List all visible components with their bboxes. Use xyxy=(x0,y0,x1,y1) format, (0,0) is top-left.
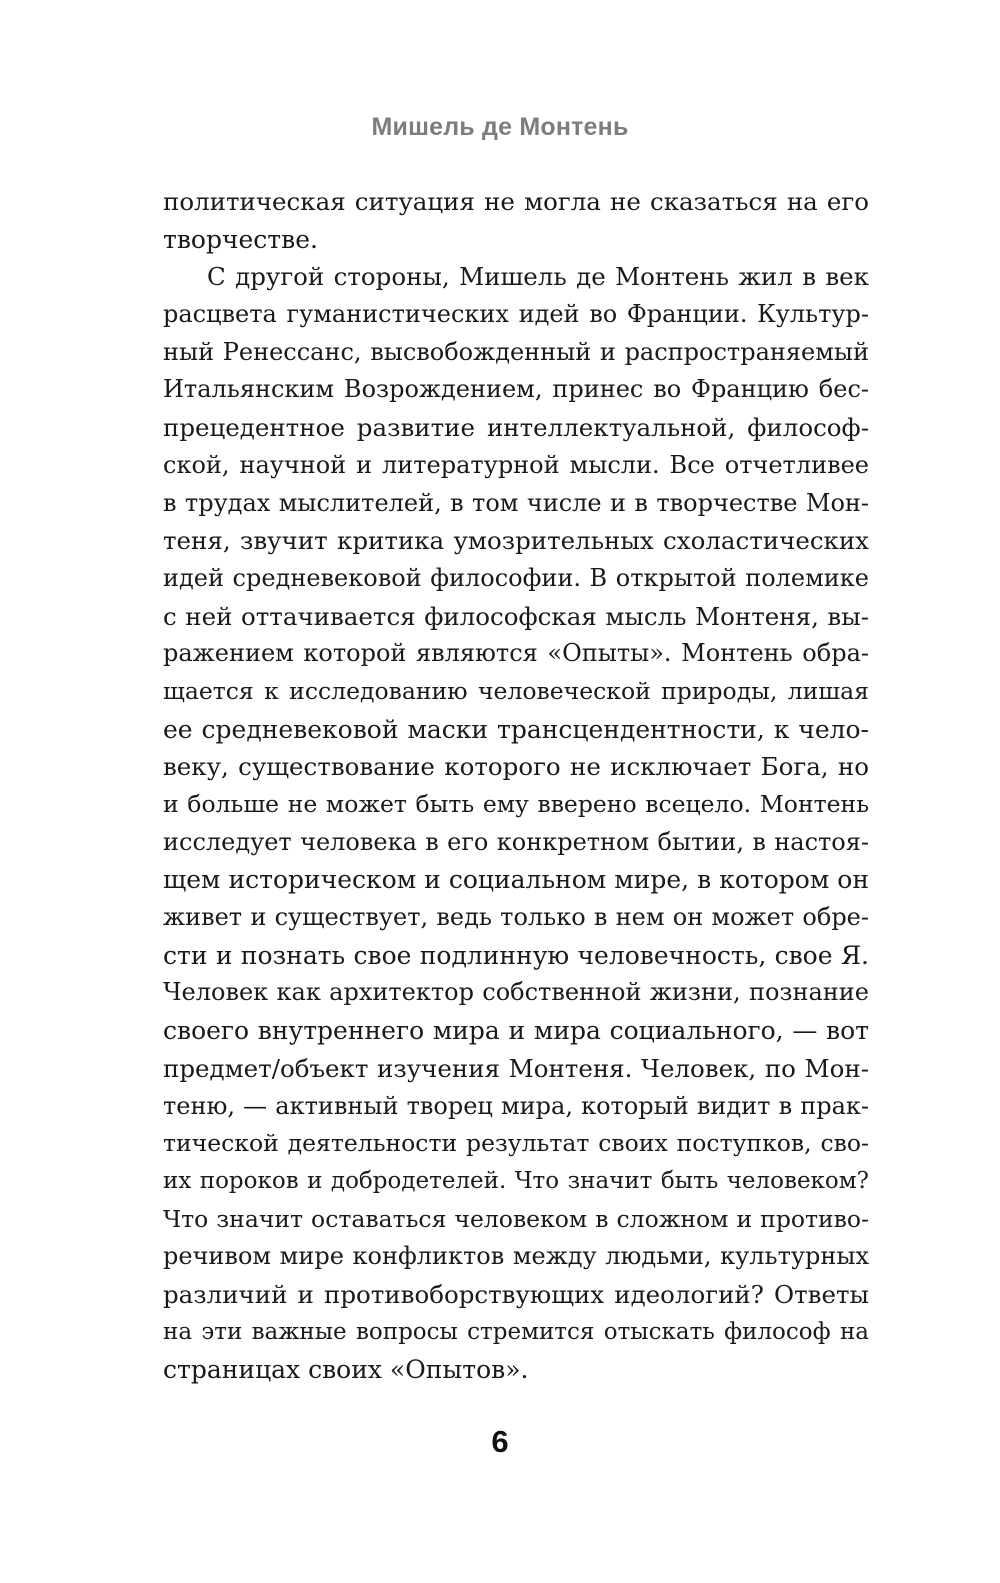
text-line: щается к исследованию человеческой природы, лишая xyxy=(163,676,869,705)
text-line: страницах своих «Опытов». xyxy=(163,1355,529,1385)
text-line: своего внутреннего мира и мира социального, — вот xyxy=(163,1016,869,1046)
text-line: живет и существует, ведь только в нем он может обре- xyxy=(163,903,869,932)
text-line: теня, звучит критика умозрительных схоластических xyxy=(163,526,869,556)
text-line: в трудах мыслителей, в том числе и в творчестве Мон- xyxy=(163,488,869,517)
paragraph xyxy=(163,183,869,258)
text-line: тической деятельности результат своих поступков, сво- xyxy=(163,1129,869,1158)
text-line: идей средневековой философии. В открытой полемике xyxy=(163,563,869,592)
page-number: 6 xyxy=(491,1424,509,1459)
text-line: Человек как архитектор собственной жизни, познание xyxy=(163,978,869,1007)
text-line: теню, — активный творец мира, который видит в прак- xyxy=(163,1091,869,1120)
text-line: творчестве. xyxy=(163,224,318,254)
text-line: ее средневековой маски трансцендентности, к чело- xyxy=(163,714,869,744)
text-line: на эти важные вопросы стремится отыскать философ на xyxy=(163,1318,869,1345)
text-line: ный Ренессанс, высвобожденный и распространяемый xyxy=(163,337,869,366)
paragraph xyxy=(163,258,869,1389)
text-line: политическая ситуация не могла не сказаться на его xyxy=(163,187,869,216)
text-line: расцвета гуманистических идей во Франции. Культур- xyxy=(163,300,869,329)
text-line: веку, существование которого не исключает Бога, но xyxy=(163,752,869,782)
text-line: Итальянским Возрождением, принес во Францию бес- xyxy=(163,375,869,404)
running-head-title: Мишель де Монтень xyxy=(371,113,629,141)
text-line: щем историческом и социальном мире, в котором он xyxy=(163,865,869,895)
text-line: с ней оттачивается философская мысль Монтеня, вы- xyxy=(163,601,869,631)
text-line: ской, научной и литературной мысли. Все отчетливее xyxy=(163,450,869,479)
text-line: С другой стороны, Мишель де Монтень жил в век xyxy=(207,262,869,292)
text-line: речивом мире конфликтов между людьми, культурных xyxy=(163,1242,869,1271)
text-line: исследует человека в его конкретном бытии, в настоя- xyxy=(163,827,869,856)
text-line: различий и противоборствующих идеологий? Ответы xyxy=(163,1279,869,1309)
text-line: их пороков и добродетелей. Что значит быть человеком? xyxy=(163,1167,869,1194)
text-line: Что значит оставаться человеком в сложном и противо- xyxy=(163,1204,869,1233)
text-line: сти и познать свое подлинную человечность, свое Я. xyxy=(163,940,869,970)
text-line: предмет/объект изучения Монтеня. Человек, по Мон- xyxy=(163,1053,869,1083)
body-text xyxy=(163,183,869,1389)
text-line: и больше не может быть ему вверено всецело. Монтень xyxy=(163,790,869,818)
text-line: прецедентное развитие интеллектуальной, философ- xyxy=(163,413,869,443)
text-line: ражением которой являются «Опыты». Монтень обра- xyxy=(163,639,869,668)
